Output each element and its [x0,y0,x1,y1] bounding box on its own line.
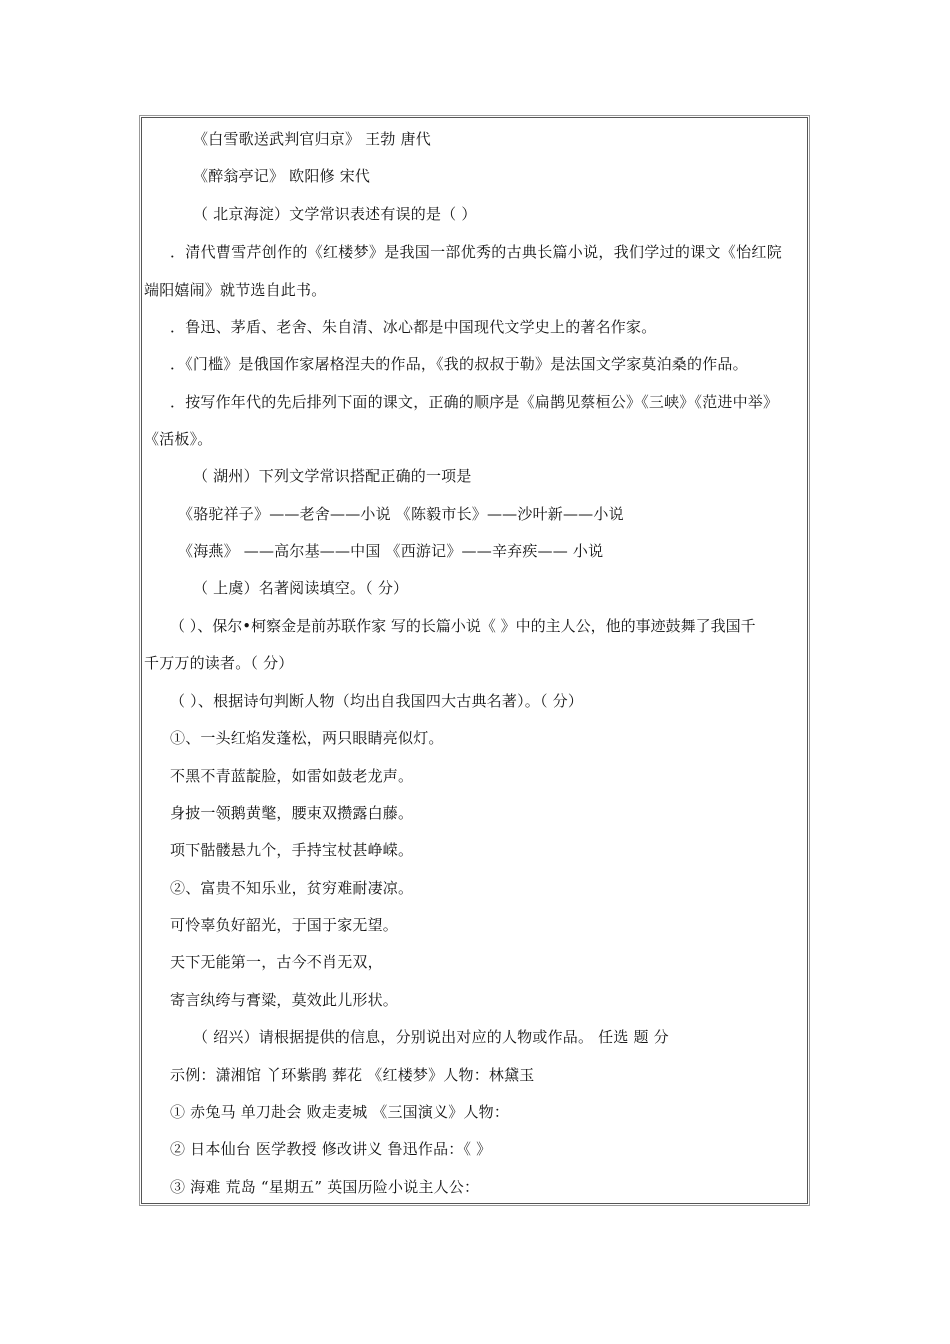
text-line: ② 日本仙台 医学教授 修改讲义 鲁迅作品：《 》 [170,1140,492,1158]
text-line: 《海燕》 ——高尔基——中国 《西游记》——辛弃疾—— 小说 [178,542,604,560]
text-line: 不黑不青蓝靛脸，如雷如鼓老龙声。 [170,767,414,785]
text-line: ③ 海难 荒岛 “星期五” 英国历险小说主人公： [170,1178,480,1196]
text-line: （ 上虞）名著阅读填空。（ 分） [193,579,409,597]
text-line: 示例：潇湘馆 丫环紫鹃 葬花 《红楼梦》人物：林黛玉 [170,1066,535,1084]
text-line: ①、一头红焰发蓬松，两只眼睛亮似灯。 [170,729,444,747]
text-line: 千万万的读者。（ 分） [144,654,294,672]
text-line: ．清代曹雪芹创作的《红楼梦》是我国一部优秀的古典长篇小说，我们学过的课文《怡红院 [170,243,783,261]
text-line: 《骆驼祥子》——老舍——小说 《陈毅市长》——沙叶新——小说 [178,505,624,523]
text-line: 《活板》。 [144,430,213,448]
text-line: ．《门槛》是俄国作家屠格涅夫的作品，《我的叔叔于勒》是法国文学家莫泊桑的作品。 [170,355,748,373]
text-line: ．按写作年代的先后排列下面的课文，正确的顺序是《扁鹊见蔡桓公》《三峡》《范进中举》 [170,393,779,411]
text-line: 寄言纨绔与膏粱，莫效此儿形状。 [170,991,399,1009]
text-line: 《白雪歌送武判官归京》 王勃 唐代 [193,130,431,148]
text-line: ．鲁迅、茅盾、老舍、朱自清、冰心都是中国现代文学史上的著名作家。 [170,318,657,336]
text-line: 项下骷髅悬九个，手持宝杖甚峥嵘。 [170,841,414,859]
text-line: 天下无能第一，古今不肖无双， [170,953,383,971]
text-line: ②、富贵不知乐业，贫穷难耐凄凉。 [170,879,414,897]
text-line: （ ）、保尔•柯察金是前苏联作家 写的长篇小说《 》中的主人公，他的事迹鼓舞了我国千 [170,617,756,635]
text-line: 《醉翁亭记》 欧阳修 宋代 [193,167,371,185]
text-line: 身披一领鹅黄氅，腰束双攒露白藤。 [170,804,414,822]
text-line: 端阳嬉闹》就节选自此书。 [144,281,327,299]
text-line: （ ）、根据诗句判断人物（均出自我国四大古典名著）。（ 分） [170,692,584,710]
text-line: （ 北京海淀）文学常识表述有误的是（ ） [193,205,477,223]
text-line: （ 绍兴）请根据提供的信息，分别说出对应的人物或作品。 任选 题 分 [193,1028,669,1046]
text-line: （ 湖州）下列文学常识搭配正确的一项是 [193,467,472,485]
text-line: ① 赤兔马 单刀赴会 败走麦城 《三国演义》人物： [170,1103,510,1121]
text-line: 可怜辜负好韶光，于国于家无望。 [170,916,399,934]
